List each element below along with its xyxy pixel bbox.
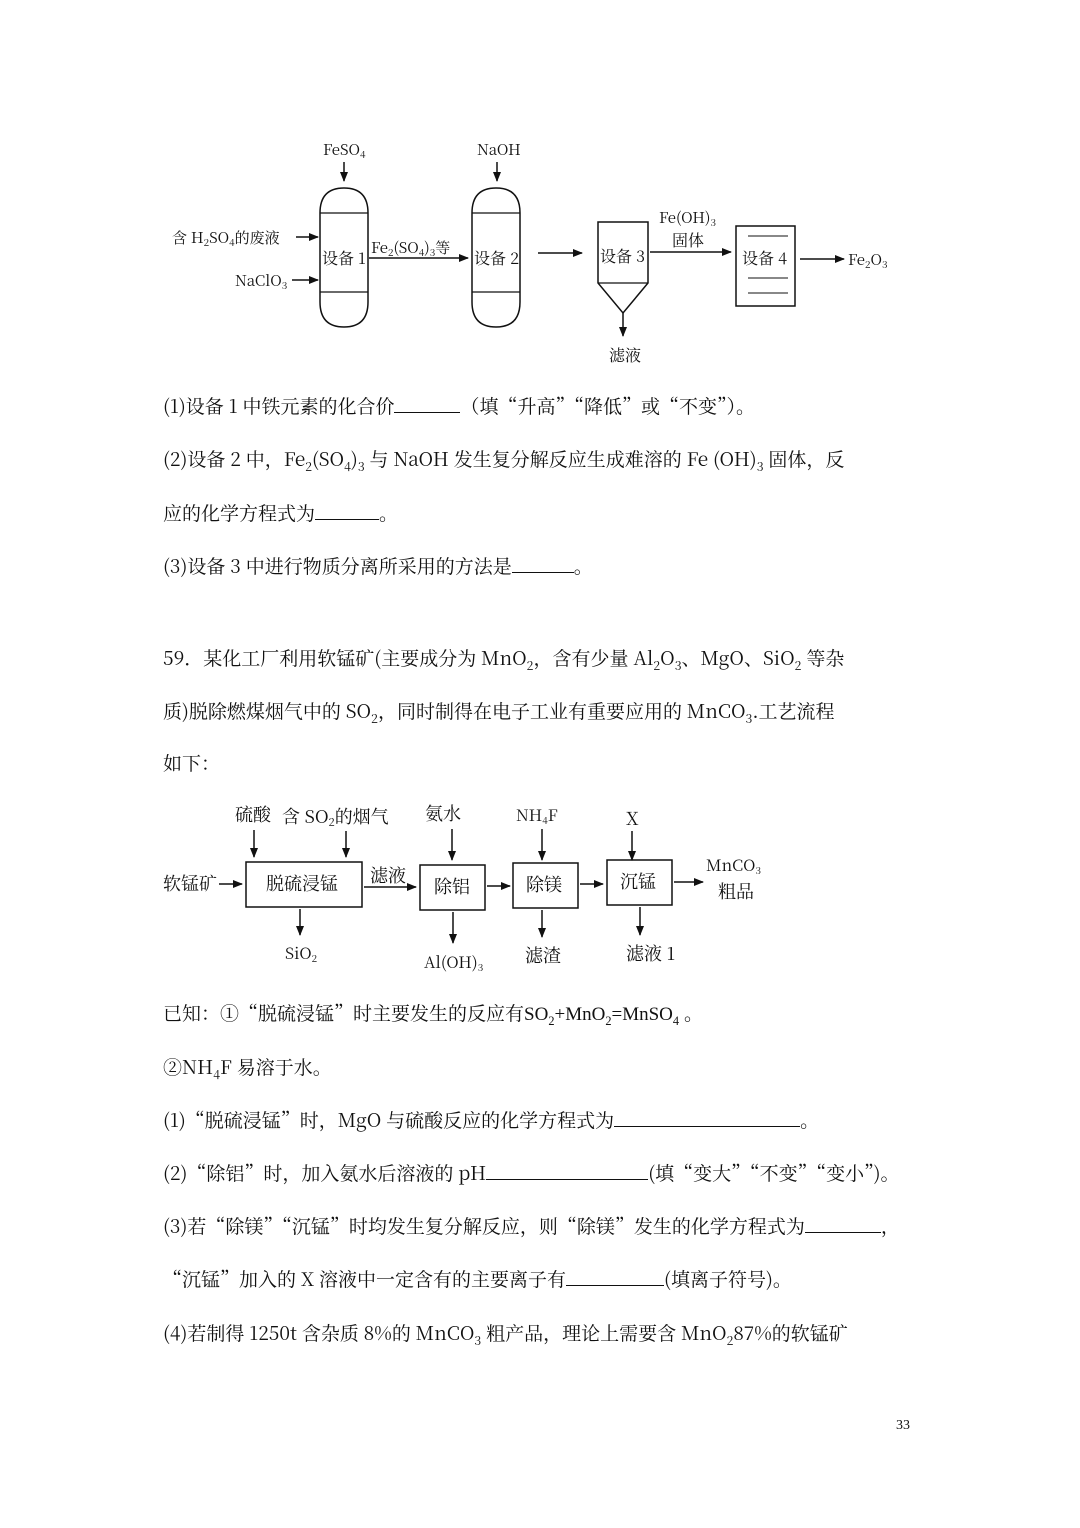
q58-line-1: (1)设备 1 中铁元素的化合价 （填“升高”“降低”或“不变”）。 [163,392,755,419]
x-label: X [626,805,639,831]
process-diagram-1 [0,0,1080,380]
q59-sub-4: “沉锰”加入的 X 溶液中一定含有的主要离子有 (填离子符号)。 [163,1265,792,1292]
device-3-label: 设备 3 [600,244,646,267]
answer-blank[interactable] [614,1108,800,1127]
q58-line-3: 应的化学方程式为 。 [163,499,399,526]
answer-blank[interactable] [805,1214,881,1233]
ore-label: 软锰矿 [163,870,217,896]
box-remove-mg-label: 除镁 [526,871,562,897]
answer-blank[interactable] [512,554,574,573]
device-4-label: 设备 4 [742,246,787,269]
q59-sub-3: (3)若“除镁”“沉锰”时均发生复分解反应，则“除镁”发生的化学方程式为 ， [163,1212,900,1239]
answer-blank[interactable] [394,394,460,413]
product-crude-label: 粗品 [718,878,754,904]
sio2-label: SiO2 [285,941,318,965]
box-remove-al-label: 除铝 [434,873,470,899]
answer-blank[interactable] [315,501,379,520]
device-2-label: 设备 2 [474,246,520,269]
q58-line-2: (2)设备 2 中，$Fe_2(SO_4)_3$ 与 NaOH 发生复分解反应生成难溶的 Fe $(OH)_3$ 固体，反 [163,445,845,475]
product-label: MnCO3 [706,853,761,877]
residue-label: 滤渣 [525,942,561,968]
filtrate-label: 滤液 [609,343,642,366]
q59-sub-5: (4)若制得 1250t 含杂质 8%的 MnCO$_3$ 粗产品，理论上需要含 MnO$_2$87%的软锰矿 [163,1319,848,1349]
fe2o3-label: $Fe_2O_3$ [848,249,888,271]
page-number: 33 [896,1418,910,1433]
q59-sub-2: (2)“除铝”时，加入氨水后溶液的 pH (填“变大”“不变”“变小”)。 [163,1159,900,1186]
q59-line-1: 59．某化工厂利用软锰矿(主要成分为 MnO$_2$，含有少量 $Al_2O_3$、MgO、SiO$_2$ 等杂 [163,644,845,674]
sulfuric-acid-label: 硫酸 [235,801,271,827]
filtrate1-label: 滤液 1 [626,940,676,966]
q58-line-4: (3)设备 3 中进行物质分离所采用的方法是 。 [163,552,593,579]
known-line-1: 已知：①“脱硫浸锰”时主要发生的反应有$SO_2+MnO_2=MnSO_4$ 。 [163,999,703,1028]
ammonia-label: 氨水 [425,800,461,826]
device-3-filter [598,222,648,313]
filtrate-label-2: 滤液 [370,862,406,888]
q59-sub-1: (1)“脱硫浸锰”时，MgO 与硫酸反应的化学方程式为 。 [163,1106,820,1133]
feoh3-label: $Fe(OH)_3$ [659,207,717,229]
solid-label: 固体 [672,228,705,251]
box-precipitate-mn-label: 沉锰 [620,868,656,894]
box-desulfurize-label: 脱硫浸锰 [266,870,338,896]
device-1-label: 设备 1 [322,246,366,269]
fe2so43-label: $Fe_2(SO_4)_3$等 [371,237,451,259]
nh4f-label: NH4F [516,803,558,827]
process-diagram-2 [0,790,1080,990]
flue-gas-label: 含 SO2的烟气 [282,803,389,830]
q59-line-3: 如下： [163,749,221,776]
naoh-label: NaOH [477,139,521,160]
waste-liquid-label: 含 $H_2SO_4$的废液 [172,227,280,249]
aloh3-label: Al(OH)3 [424,950,484,974]
naclo3-label: NaClO$_3$ [235,270,288,292]
answer-blank[interactable] [486,1161,648,1180]
q59-line-2: 质)脱除燃煤烟气中的 $SO_2$，同时制得在电子工业有重要应用的 MnCO$_3$.工艺流程 [163,697,835,727]
known-line-2: $②NH_4F$ 易溶于水。 [163,1053,332,1083]
answer-blank[interactable] [566,1267,664,1286]
feso4-label: FeSO$_4$ [323,139,366,161]
